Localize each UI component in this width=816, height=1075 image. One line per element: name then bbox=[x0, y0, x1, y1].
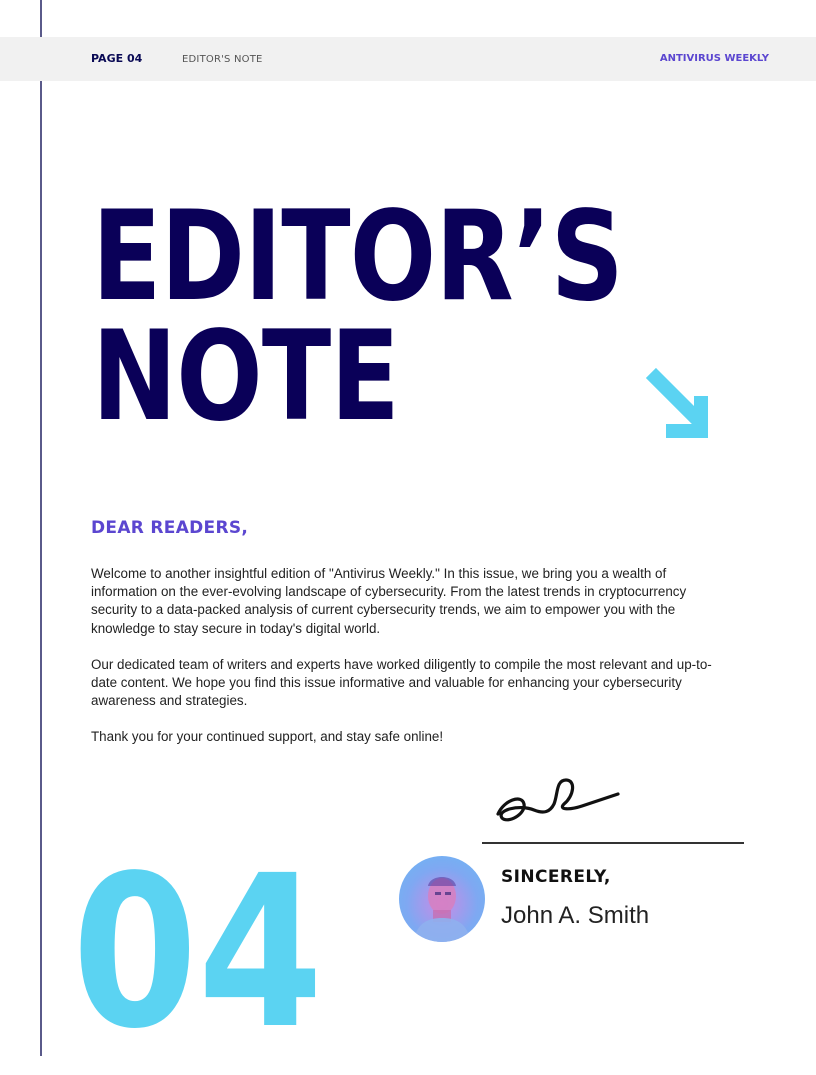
section-name: EDITOR'S NOTE bbox=[182, 54, 263, 65]
big-page-number: 04 bbox=[72, 830, 324, 1075]
paragraph: Our dedicated team of writers and experts have worked diligently to compile the most relevant and up-to-date content. We hope you find this issue informative and valuable for enhancing your cybersecurity awareness and strategies. bbox=[91, 656, 712, 709]
author-avatar bbox=[399, 856, 485, 942]
letter-body bbox=[91, 565, 731, 765]
margin-rule bbox=[40, 0, 42, 1056]
arrow-down-right-icon bbox=[646, 368, 724, 446]
publication-name: ANTIVIRUS WEEKLY bbox=[659, 53, 769, 64]
paragraph: Thank you for your continued support, and stay safe online! bbox=[91, 729, 444, 745]
title-line-2: NOTE bbox=[92, 305, 400, 449]
paragraph: Welcome to another insightful edition of "Antivirus Weekly." In this issue, we bring you a wealth of information on the ever-evolving landscape of cybersecurity. From the latest trends in cryptocurrency security to a data-packed analysis of current cybersecurity trends, we aim to empower you with the knowledge to stay secure in today's digital world. bbox=[91, 566, 687, 636]
page-label: PAGE 04 bbox=[91, 52, 143, 65]
page-title bbox=[92, 185, 624, 449]
signature-line bbox=[482, 842, 744, 844]
signature-icon bbox=[494, 770, 624, 830]
author-name: John A. Smith bbox=[501, 902, 650, 929]
title-line-1: EDITOR’S bbox=[92, 185, 624, 329]
closing-text: SINCERELY, bbox=[501, 867, 611, 887]
greeting-heading: DEAR READERS, bbox=[91, 518, 249, 538]
